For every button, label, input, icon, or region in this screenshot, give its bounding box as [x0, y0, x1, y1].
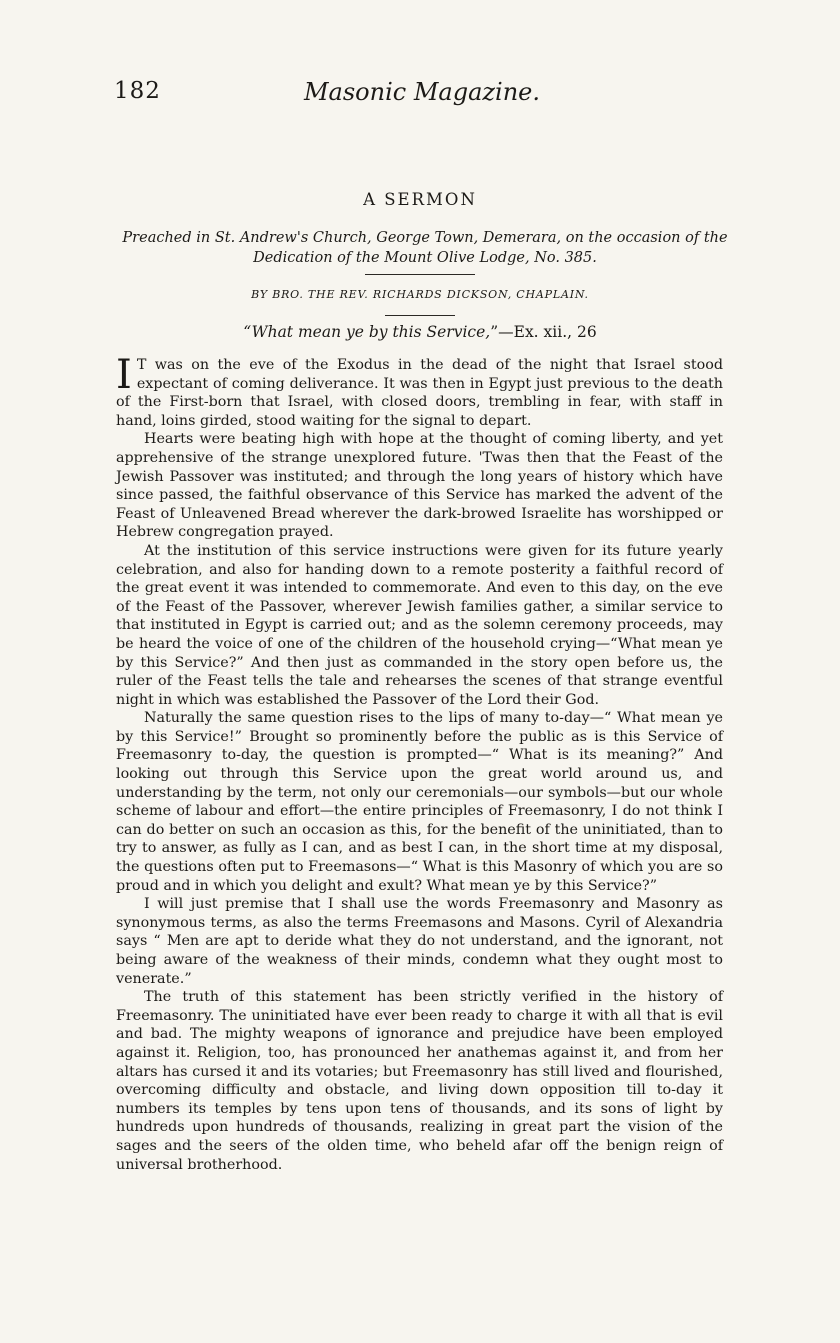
drop-cap: I [116, 352, 132, 398]
paragraph: I will just premise that I shall use the words Freemasonry and Masonry as synonymous terms, as also the terms Freemasons and Masons. Cyril of Alexandria says “ Men are apt to deride what they do not understand, and the ignorant, not being aware of the weakness of their minds, condemn what they ought most to venerate.” [116, 896, 723, 987]
page-number: 182 [114, 78, 161, 104]
article-body [116, 352, 723, 1174]
paragraph: Naturally the same question rises to the lips of many to-day—“ What mean ye by this Service!” Brought so prominently before the public as is this Service of Freemasonry to-day, the question is prompted—“ What is its meaning?” And looking out through this Service upon the great world around us, and understanding by the term, not only our ceremonials—our symbols—but our whole scheme of labour and effort—the entire principles of Freemasonry, I do not think I can do better on such an occasion as this, for the benefit of the uninitiated, than to try to answer, as fully as I can, and as best I can, in the short time at my disposal, the questions often put to Freemasons—“ What is this Masonry of which you are so proud and in which you delight and exult? What mean ye by this Service?” [116, 710, 723, 894]
article-title: A SERMON [363, 190, 477, 209]
article-byline: BY BRO. THE REV. RICHARDS DICKSON, CHAPLAIN. [251, 288, 589, 301]
divider-rule [385, 315, 455, 316]
paragraph [116, 352, 723, 430]
paragraph: Hearts were beating high with hope at the thought of coming liberty, and yet apprehensive of the strange unexplored future. 'Twas then that the Feast of the Jewish Passover was instituted; and through the long years of history which have since passed, the faithful observance of this Service has marked the advent of the Feast of Unleavened Bread wherever the dark-browed Israelite has worshipped or Hebrew congregation prayed. [116, 431, 723, 541]
paragraph: The truth of this statement has been strictly verified in the history of Freemasonry. The uninitiated have ever been ready to charge it with all that is evil and bad. The mighty weapons of ignorance and prejudice have been employed against it. Religion, too, has pronounced her anathemas against it, and from her altars has cursed it and its votaries; but Freemasonry has still lived and flourished, overcoming difficulty and obstacle, and living down opposition till to-day it numbers its temples by tens upon tens of thousands, and its sons of light by hundreds upon hundreds of thousands, realizing in great part the vision of the sages and the seers of the olden time, who beheld afar off the benign reign of universal brotherhood. [116, 989, 723, 1173]
magazine-title: Masonic Magazine. [303, 78, 540, 106]
divider-rule [365, 274, 475, 275]
epigraph [0, 323, 840, 341]
epigraph-quote: “What mean ye by this Service, [243, 323, 491, 341]
epigraph-reference: ”—Ex. xii., 26 [490, 323, 597, 341]
article-subtitle: Preached in St. Andrew's Church, George Town, Demerara, on the occasion of the Dedication of the Mount Olive Lodge, No. 385. [122, 230, 728, 266]
paragraph-text: T was on the eve of the Exodus in the dead of the night that Israel stood expectant of coming deliverance. It was then in Egypt just previous to the death of the First-born that Israel, with closed doors, trembling in fear, with staff in hand, loins girded, stood waiting for the signal to depart. [116, 357, 723, 429]
page-header [114, 78, 730, 118]
paragraph: At the institution of this service instructions were given for its future yearly celebration, and also for handing down to a remote posterity a faithful record of the great event it was intended to commemorate. And even to this day, on the eve of the Feast of the Passover, wherever Jewish families gather, a similar service to that instituted in Egypt is carried out; and as the solemn ceremony proceeds, may be heard the voice of one of the children of the household crying—“What mean ye by this Service?” And then just as commanded in the story open before us, the ruler of the Feast tells the tale and rehearses the scenes of that strange eventful night in which was established the Passover of the Lord their God. [116, 542, 723, 708]
